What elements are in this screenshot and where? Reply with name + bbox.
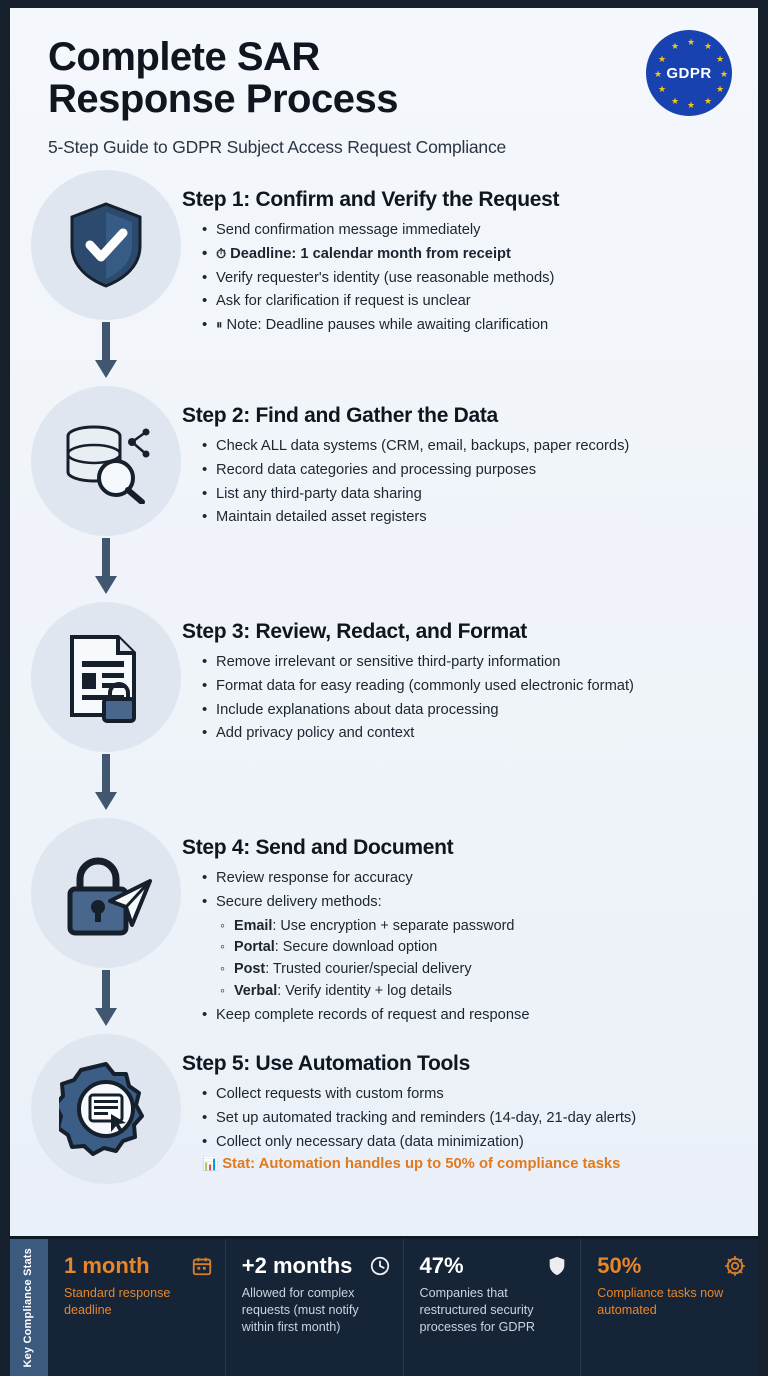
step-3-icon-circle <box>31 602 181 752</box>
method-label: Verbal <box>234 983 278 1000</box>
stat-value: 1 month <box>64 1253 150 1278</box>
step-1-bullets <box>182 220 732 336</box>
stopwatch-icon: ⏱ <box>216 245 227 261</box>
shield-check-icon <box>66 200 146 290</box>
bar-chart-icon: 📊 <box>202 1156 219 1172</box>
list-item: • Maintain detailed asset registers <box>202 507 732 528</box>
method-text: : Trusted courier/special delivery <box>265 961 472 978</box>
list-item: • Collect only necessary data (data minimization) <box>202 1132 732 1153</box>
step-1-content <box>182 170 738 339</box>
list-item: • Secure delivery methods: <box>202 892 732 913</box>
list-item: • Verify requester's identity (use reasonable methods) <box>202 268 732 289</box>
database-search-icon <box>58 418 154 504</box>
stat-value: +2 months <box>241 1253 353 1278</box>
footer-stats-bar <box>10 1236 758 1376</box>
method-label: Post <box>234 961 266 978</box>
list-item: • Add privacy policy and context <box>202 723 732 744</box>
step-1-icon-column <box>30 170 182 382</box>
method-text: : Secure download option <box>274 939 438 956</box>
method-label: Email <box>234 917 273 934</box>
step-4-bullets <box>182 868 732 1026</box>
step-2-bullets <box>182 436 732 529</box>
list-item: • Set up automated tracking and reminders (14-day, 21-day alerts) <box>202 1108 732 1129</box>
method-text: : Verify identity + log details <box>277 983 452 1000</box>
title-line-2: Response Process <box>48 77 398 122</box>
stat-cell-extension <box>226 1239 404 1376</box>
stat-description: Allowed for complex requests (must notify within first month) <box>241 1286 359 1334</box>
calendar-icon <box>191 1255 213 1277</box>
page-title <box>48 36 608 121</box>
step-4-delivery-methods <box>202 916 732 1003</box>
list-item: • Check ALL data systems (CRM, email, backups, paper records) <box>202 436 732 457</box>
stat-value: 50% <box>597 1253 642 1278</box>
stat-top <box>420 1255 569 1277</box>
deadline-text: Deadline: 1 calendar month from receipt <box>230 245 511 262</box>
list-item-verbal <box>220 981 732 1002</box>
list-item-note <box>202 315 732 336</box>
list-item: • Include explanations about data processing <box>202 700 732 721</box>
gear-automation-icon <box>59 1062 153 1156</box>
stat-top <box>597 1255 746 1277</box>
list-item-deadline <box>202 244 732 265</box>
method-text: : Use encryption + separate password <box>272 917 515 934</box>
list-item-post <box>220 959 732 980</box>
footer-side-label <box>10 1239 48 1376</box>
stat-top <box>64 1255 213 1277</box>
pause-icon: ⏸ <box>216 317 223 333</box>
step-5-stat <box>182 1156 732 1172</box>
stat-cell-restructured <box>404 1239 582 1376</box>
list-item-portal <box>220 937 732 958</box>
stat-value: 47% <box>419 1253 464 1278</box>
step-1-title: Step 1: Confirm and Verify the Request <box>182 187 560 211</box>
step-3-content <box>182 602 738 748</box>
list-item: • Send confirmation message immediately <box>202 220 732 241</box>
step-3-icon-column <box>30 602 182 814</box>
clock-icon <box>369 1255 391 1277</box>
eu-stars-icon: ★ ★ ★ ★ ★ ★ ★ ★ ★ ★ ★ ★ <box>654 37 729 110</box>
footer-stats <box>48 1239 758 1376</box>
step-4-title: Step 4: Send and Document <box>182 835 454 859</box>
list-item-email <box>220 916 732 937</box>
step-2-title: Step 2: Find and Gather the Data <box>182 403 498 427</box>
step-5-icon-column <box>30 1034 182 1184</box>
list-item: • Ask for clarification if request is unclear <box>202 291 732 312</box>
title-line-1: Complete SAR <box>48 35 320 79</box>
step-1 <box>30 170 738 382</box>
step-4-icon-column <box>30 818 182 1030</box>
gear-icon <box>724 1255 746 1277</box>
shield-icon <box>546 1255 568 1277</box>
step-2-content <box>182 386 738 532</box>
document-lock-icon <box>60 631 152 723</box>
step-1-icon-circle <box>31 170 181 320</box>
step-5 <box>30 1034 738 1184</box>
step-4 <box>30 818 738 1030</box>
step-2-icon-column <box>30 386 182 598</box>
stat-description: Compliance tasks now automated <box>597 1286 724 1317</box>
page-subtitle: 5-Step Guide to GDPR Subject Access Request Compliance <box>48 136 507 157</box>
stat-top <box>242 1255 391 1277</box>
list-item: • Review response for accuracy <box>202 868 732 889</box>
list-item: • Record data categories and processing purposes <box>202 460 732 481</box>
list-item: • Collect requests with custom forms <box>202 1084 732 1105</box>
step-3-bullets <box>182 652 732 745</box>
footer-side-label-text: Key Compliance Stats <box>22 1247 35 1368</box>
step-5-title: Step 5: Use Automation Tools <box>182 1051 470 1075</box>
stat-description: Companies that restructured security processes for GDPR <box>419 1286 535 1334</box>
stat-cell-deadline <box>48 1239 226 1376</box>
arrow-step-2-to-3 <box>95 538 117 598</box>
note-text: Note: Deadline pauses while awaiting clarification <box>226 317 549 334</box>
header <box>10 8 758 164</box>
gdpr-badge <box>646 30 732 116</box>
step-3 <box>30 602 738 814</box>
arrow-step-3-to-4 <box>95 754 117 814</box>
stat-cell-automated <box>581 1239 758 1376</box>
step-5-bullets <box>182 1084 732 1153</box>
stat-description: Standard response deadline <box>64 1286 171 1317</box>
arrow-step-1-to-2 <box>95 322 117 382</box>
steps-list <box>10 164 758 1236</box>
step-4-icon-circle <box>31 818 181 968</box>
step-5-icon-circle <box>31 1034 181 1184</box>
list-item: • Keep complete records of request and response <box>202 1005 732 1026</box>
list-item: • Format data for easy reading (commonly used electronic format) <box>202 676 732 697</box>
step-2-icon-circle <box>31 386 181 536</box>
step-4-content <box>182 818 738 1029</box>
step-5-stat-text: Stat: Automation handles up to 50% of compliance tasks <box>222 1156 621 1173</box>
lock-send-icon <box>58 847 154 939</box>
method-label: Portal <box>234 939 275 956</box>
list-item: • List any third-party data sharing <box>202 484 732 505</box>
arrow-step-4-to-5 <box>95 970 117 1030</box>
step-5-content <box>182 1034 738 1173</box>
step-2 <box>30 386 738 598</box>
list-item: • Remove irrelevant or sensitive third-party information <box>202 652 732 673</box>
step-3-title: Step 3: Review, Redact, and Format <box>182 619 527 643</box>
gdpr-badge-label: GDPR <box>666 64 712 82</box>
